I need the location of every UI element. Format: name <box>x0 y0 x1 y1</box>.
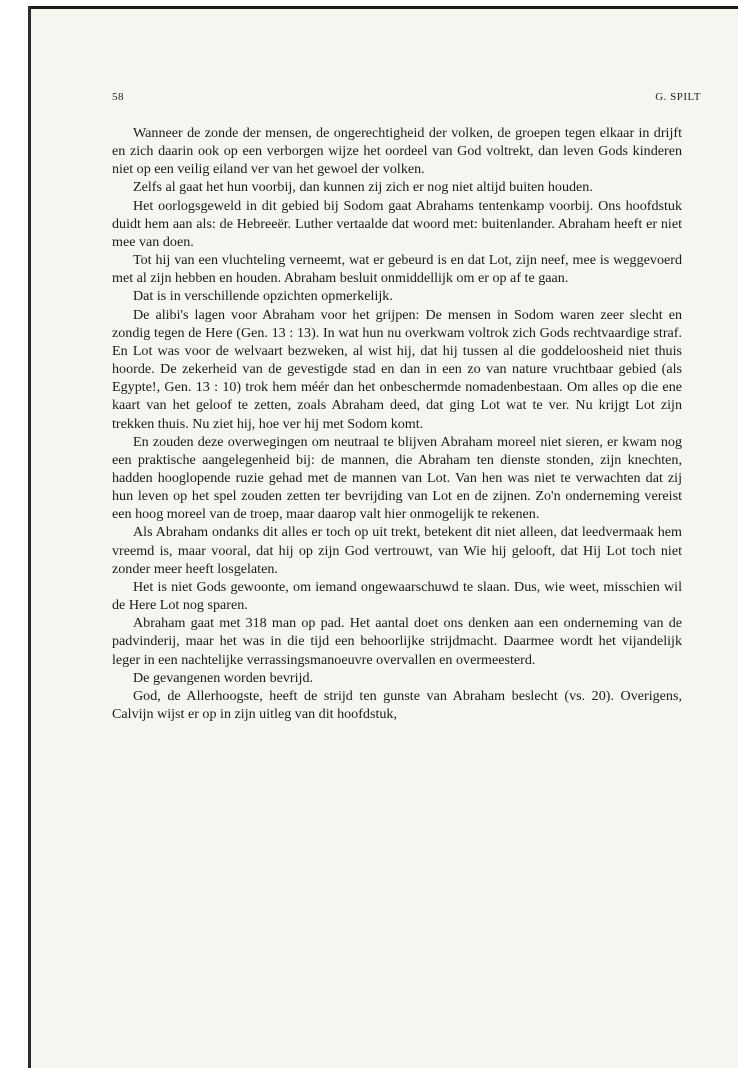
paragraph: Zelfs al gaat het hun voorbij, dan kunnen zij zich er nog niet altijd buiten houden. <box>133 179 593 196</box>
page-number: 58 <box>112 91 124 103</box>
paragraph: Wanneer de zonde der mensen, de ongerechtigheid der volken, de groepen tegen elkaar in drijft en zich daarin ook op een verborgen wijze het oordeel van God voltrekt, dan leven Gods kinderen niet op een veilig eiland ver van het gewoel der volken. <box>112 125 682 178</box>
paragraph: God, de Allerhoogste, heeft de strijd ten gunste van Abraham beslecht (vs. 20). Overigens, Calvijn wijst er op in zijn uitleg van dit hoofdstuk, <box>112 687 682 722</box>
running-header <box>112 91 701 103</box>
paragraph: De alibi's lagen voor Abraham voor het grijpen: De mensen in Sodom waren zeer slecht en zondig tegen de Here (Gen. 13 : 13). In wat hun nu overkwam voltrok zich Gods rechtvaardige straf. En Lot was voor de welvaart bezweken, al wist hij, dat hij tussen al die goddeloosheid niet thuis hoorde. De zekerheid van de gevestigde stad en dan in een zo van nature vruchtbaar gebied (als Egypte!, Gen. 13 : 10) trok hem méér dan het onbeschermde nomadenbestaan. Om alles op die ene kaart van het geloof te zetten, zoals Abraham deed, dat ging Lot wat te ver. Nu krijgt Lot zijn trekken thuis. Nu ziet hij, hoe ver hij met Sodom komt. <box>112 306 682 432</box>
paragraph: De gevangenen worden bevrijd. <box>133 669 314 686</box>
paragraph: Abraham gaat met 318 man op pad. Het aantal doet ons denken aan een onderneming van de padvinderij, maar het was in die tijd een behoorlijke strijdmacht. Daarmee wordt het vijandelijk leger in een nachtelijke verrassingsmanoeuvre overvallen en overmeesterd. <box>112 615 682 668</box>
paragraph: Het oorlogsgeweld in dit gebied bij Sodom gaat Abrahams tentenkamp voorbij. Ons hoofdstuk duidt hem aan als: de Hebreeër. Luther vertaalde dat woord met: buitenlander. Abraham heeft er niet mee van doen. <box>112 197 682 250</box>
running-title: G. SPILT <box>655 91 701 103</box>
paragraph: Dat is in verschillende opzichten opmerkelijk. <box>133 288 393 305</box>
paragraph: Als Abraham ondanks dit alles er toch op uit trekt, betekent dit niet alleen, dat leedvermaak hem vreemd is, maar vooral, dat hij op zijn God vertrouwt, van Wie hij gelooft, dat Hij Lot toch niet zonder meer heeft losgelaten. <box>112 524 682 577</box>
paragraph: Het is niet Gods gewoonte, om iemand ongewaarschuwd te slaan. Dus, wie weet, misschien wil de Here Lot nog sparen. <box>112 578 682 614</box>
paragraph: En zouden deze overwegingen om neutraal te blijven Abraham moreel niet sieren, er kwam nog een praktische aangelegenheid bij: de mannen, die Abraham ten dienste stonden, zijn knechten, hadden hooglopende ruzie gehad met de mannen van Lot. Van hen was niet te verwachten dat zij hun leven op het spel zouden zetten ter bevrijding van Lot en de zijnen. Zo'n onderneming vereist een hoog moreel van de troep, maar daarop valt hier onmogelijk te rekenen. <box>112 433 682 523</box>
paragraph: Tot hij van een vluchteling verneemt, wat er gebeurd is en dat Lot, zijn neef, mee is weggevoerd met al zijn hebben en houden. Abraham besluit onmiddellijk om er op af te gaan. <box>112 252 682 287</box>
body-text <box>112 124 682 723</box>
